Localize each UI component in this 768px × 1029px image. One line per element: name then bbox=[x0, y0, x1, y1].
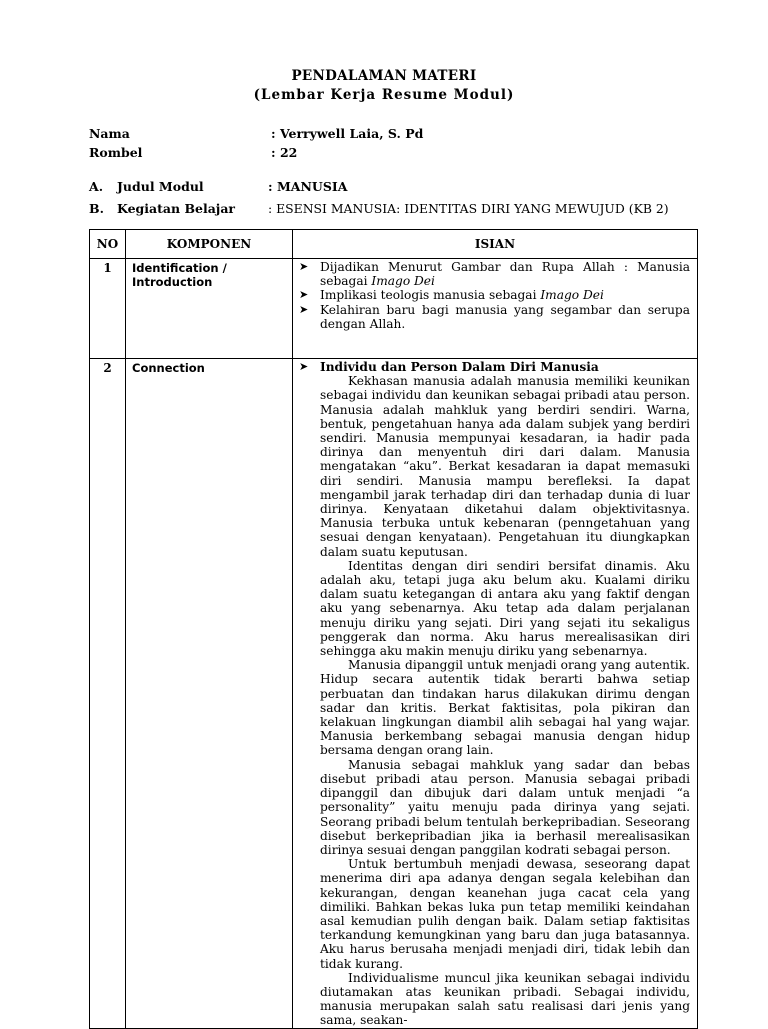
paragraph: Individualisme muncul jika keunikan sebagai individu diutamakan atas keunikan pribadi. Sebagai individu, manusia merupakan salah satu realisasi dari jenis yang sama, seakan- bbox=[320, 970, 690, 1028]
arrow-bullet-icon: ➤ bbox=[299, 360, 309, 373]
section-b-label: Kegiatan Belajar bbox=[117, 201, 236, 216]
komponen-line: Introduction bbox=[132, 275, 213, 289]
komponen-line: Identification / bbox=[132, 261, 227, 275]
section-a-label: Judul Modul bbox=[117, 179, 204, 194]
bullet-text: Implikasi teologis manusia sebagai Imago Dei bbox=[320, 288, 604, 303]
table-row bbox=[90, 359, 698, 1029]
heading-text: Individu dan Person Dalam Diri Manusia bbox=[320, 360, 599, 374]
row-isian bbox=[293, 359, 698, 1029]
nama-value: : Verrywell Laia, S. Pd bbox=[271, 126, 424, 141]
resume-table bbox=[89, 229, 698, 1029]
page-subtitle: (Lembar Kerja Resume Modul) bbox=[253, 87, 515, 103]
bullet-text: Kelahiran baru bagi manusia yang segambar dan serupa dengan Allah. bbox=[320, 302, 690, 331]
paragraph: Identitas dengan diri sendiri bersifat dinamis. Aku adalah aku, tetapi juga aku belum aku. Kualami diriku dalam suatu ketegangan di antara aku yang faktif dengan aku yang sebenarnya. Aku tetap ada dalam perjalanan menuju diriku yang sejati. Diri yang sejati itu sekaligus penggerak dan norma. Aku harus merealisasikan diri sehingga aku makin menuju diriku yang sebenarnya. bbox=[320, 558, 690, 659]
header-komponen: KOMPONEN bbox=[126, 230, 293, 259]
header-isian: ISIAN bbox=[293, 230, 698, 259]
bullet-text: Dijadikan Menurut Gambar dan Rupa Allah : Manusia sebagai Imago Dei bbox=[320, 260, 690, 289]
section-a-marker: A. bbox=[89, 179, 104, 194]
nama-label: Nama bbox=[89, 126, 130, 141]
row-isian bbox=[293, 259, 698, 359]
paragraph: Untuk bertumbuh menjadi dewasa, seseorang dapat menerima diri apa adanya dengan segala kelebihan dan kekurangan, dengan keanehan juga cacat cela yang dimiliki. Bahkan bekas luka pun tetap memiliki keindahan asal kemudian pulih dengan baik. Dalam setiap faktisitas terkandung kemungkinan yang baru dan juga batasannya. Aku harus berusaha menjadi menjadi diri, tidak lebih dan tidak kurang. bbox=[320, 857, 690, 971]
rombel-value: : 22 bbox=[271, 145, 298, 160]
row-komponen bbox=[126, 259, 293, 359]
paragraph: Manusia sebagai mahkluk yang sadar dan bebas disebut pribadi atau person. Manusia sebagai pribadi dipanggil dan dibujuk dari dalam untuk menjadi “a personality” yaitu menuju pada dirinya yang sejati. Seorang pribadi belum tentulah berkepribadian. Seseorang disebut berkepribadian jika ia berhasil merealisasikan dirinya sesuai dengan panggilan kodrati sebagai person. bbox=[320, 757, 690, 857]
row-number: 1 bbox=[90, 259, 126, 359]
section-heading bbox=[299, 360, 690, 374]
paragraph: Manusia dipanggil untuk menjadi orang yang autentik. Hidup secara autentik tidak berarti bahwa setiap perbuatan dan tindakan harus dilakukan dirimu dengan sadar dan kritis. Berkat faktisitas, pola pikiran dan kelakuan lingkungan diambil alih sebagai hal yang wajar. Manusia berkembang sebagai manusia dengan hidup bersama dengan orang lain. bbox=[320, 658, 690, 758]
section-b-value: : ESENSI MANUSIA: IDENTITAS DIRI YANG MEWUJUD (KB 2) bbox=[268, 201, 669, 216]
row-komponen: Connection bbox=[126, 359, 293, 1029]
paragraph: Kekhasan manusia adalah manusia memiliki keunikan sebagai individu dan keunikan sebagai pribadi atau person. Manusia adalah mahkluk yang berdiri sendiri. Warna, bentuk, pengetahuan hanya ada dalam subjek yang berdiri sendiri. Manusia mempunyai kesadaran, ia hadir pada dirinya dan menyentuh diri dari dalam. Manusia mengatakan “aku”. Berkat kesadaran ia dapat memasuki diri sendiri. Manusia mampu berefleksi. Ia dapat mengambil jarak terhadap diri dan terhadap dunia di luar dirinya. Kenyataan diketahui dalam objektivitasnya. Manusia terbuka untuk kebenaran (penngetahuan yang sesuai dengan kenyataan). Pengetahuan itu diungkapkan dalam suatu keputusan. bbox=[320, 374, 690, 559]
list-item bbox=[299, 303, 690, 331]
rombel-label: Rombel bbox=[89, 145, 143, 160]
list-item bbox=[299, 260, 690, 288]
arrow-bullet-icon: ➤ bbox=[299, 288, 309, 302]
arrow-bullet-icon: ➤ bbox=[299, 302, 309, 316]
table-row bbox=[90, 259, 698, 359]
row-number: 2 bbox=[90, 359, 126, 1029]
table-header-row bbox=[90, 230, 698, 259]
section-a-value: : MANUSIA bbox=[268, 179, 348, 194]
list-item bbox=[299, 288, 690, 302]
header-no: NO bbox=[90, 230, 126, 259]
page-title: PENDALAMAN MATERI bbox=[291, 68, 477, 84]
section-b-marker: B. bbox=[89, 201, 104, 216]
arrow-bullet-icon: ➤ bbox=[299, 260, 309, 273]
